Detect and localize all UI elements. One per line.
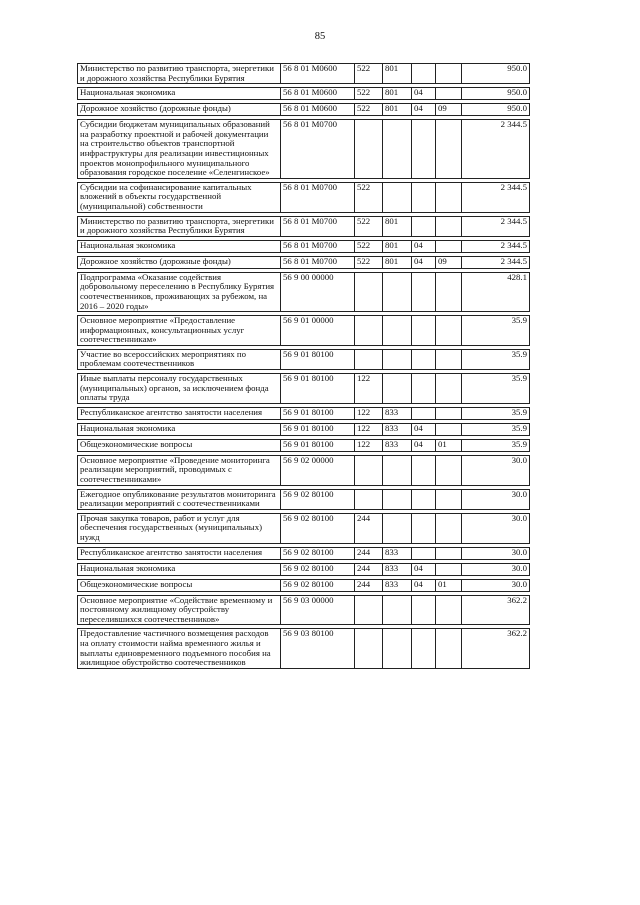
row-vr-cell [355, 595, 383, 625]
row-pr-cell: 09 [436, 256, 462, 268]
row-name-cell: Общеэкономические вопросы [78, 579, 281, 591]
row-name-cell: Национальная экономика [78, 88, 281, 100]
row-csr-cell: 56 9 01 80100 [281, 374, 355, 404]
row-name-cell: Прочая закупка товаров, работ и услуг для обеспечения государственных (муниципальных) нужд [78, 513, 281, 543]
row-rz-cell [412, 455, 436, 485]
row-csr-cell: 56 9 01 80100 [281, 349, 355, 369]
row-vr-cell: 122 [355, 374, 383, 404]
row-sum-cell: 35.9 [462, 349, 530, 369]
row-sum-cell: 30.0 [462, 579, 530, 591]
row-pr-cell [436, 240, 462, 252]
table-row [78, 407, 530, 419]
row-csr-cell: 56 8 01 M0600 [281, 88, 355, 100]
row-sum-cell: 950.0 [462, 64, 530, 84]
row-csr-cell: 56 9 03 80100 [281, 629, 355, 668]
row-csr-cell: 56 9 00 00000 [281, 272, 355, 311]
row-vr-cell: 522 [355, 104, 383, 116]
row-pr-cell [436, 563, 462, 575]
row-name-cell: Республиканское агентство занятости населения [78, 547, 281, 559]
row-name-cell: Ежегодное опубликование результатов мониторинга реализации мероприятий с соотечественниками [78, 489, 281, 509]
row-name-cell: Предоставление частичного возмещения расходов на оплату стоимости найма временного жилья и выплаты единовременного подъемного пособия на жилищное обустройство соотечественников [78, 629, 281, 668]
row-rz-cell [412, 216, 436, 236]
row-pr-cell [436, 423, 462, 435]
row-csr-cell: 56 9 02 80100 [281, 513, 355, 543]
row-sum-cell: 35.9 [462, 439, 530, 451]
table-row [78, 104, 530, 116]
row-name-cell: Национальная экономика [78, 563, 281, 575]
row-vr-cell: 522 [355, 182, 383, 212]
row-grbs-cell: 833 [383, 423, 412, 435]
row-rz-cell: 04 [412, 439, 436, 451]
row-name-cell: Общеэкономические вопросы [78, 439, 281, 451]
table-row [78, 216, 530, 236]
row-pr-cell [436, 489, 462, 509]
row-csr-cell: 56 9 02 80100 [281, 547, 355, 559]
row-pr-cell [436, 595, 462, 625]
table-row [78, 563, 530, 575]
table-row [78, 439, 530, 451]
row-rz-cell: 04 [412, 104, 436, 116]
row-vr-cell [355, 349, 383, 369]
row-sum-cell: 362.2 [462, 629, 530, 668]
row-rz-cell [412, 182, 436, 212]
row-rz-cell [412, 272, 436, 311]
row-name-cell: Национальная экономика [78, 423, 281, 435]
row-csr-cell: 56 8 01 M0700 [281, 240, 355, 252]
row-grbs-cell [383, 629, 412, 668]
row-name-cell: Основное мероприятие «Предоставление информационных, консультационных услуг соотечественникам» [78, 316, 281, 346]
table-row [78, 256, 530, 268]
row-rz-cell [412, 513, 436, 543]
row-rz-cell: 04 [412, 423, 436, 435]
row-rz-cell [412, 316, 436, 346]
row-vr-cell [355, 629, 383, 668]
row-grbs-cell [383, 455, 412, 485]
row-sum-cell: 35.9 [462, 423, 530, 435]
row-grbs-cell: 801 [383, 88, 412, 100]
row-pr-cell [436, 216, 462, 236]
row-sum-cell: 30.0 [462, 547, 530, 559]
row-pr-cell [436, 629, 462, 668]
row-grbs-cell [383, 272, 412, 311]
table-row [78, 120, 530, 179]
row-csr-cell: 56 8 01 M0700 [281, 120, 355, 179]
row-grbs-cell: 833 [383, 547, 412, 559]
row-sum-cell: 30.0 [462, 513, 530, 543]
table-row [78, 579, 530, 591]
row-grbs-cell [383, 182, 412, 212]
row-rz-cell [412, 629, 436, 668]
row-csr-cell: 56 9 01 80100 [281, 439, 355, 451]
table-row [78, 64, 530, 84]
row-name-cell: Иные выплаты персоналу государственных (муниципальных) органов, за исключением фонда оплаты труда [78, 374, 281, 404]
row-grbs-cell [383, 349, 412, 369]
row-csr-cell: 56 8 01 M0600 [281, 104, 355, 116]
table-row [78, 240, 530, 252]
row-vr-cell: 522 [355, 256, 383, 268]
row-grbs-cell [383, 120, 412, 179]
row-name-cell: Министерство по развитию транспорта, энергетики и дорожного хозяйства Республики Бурятия [78, 216, 281, 236]
row-vr-cell: 244 [355, 563, 383, 575]
row-pr-cell [436, 513, 462, 543]
row-rz-cell [412, 547, 436, 559]
row-grbs-cell: 801 [383, 216, 412, 236]
row-vr-cell [355, 120, 383, 179]
row-grbs-cell [383, 513, 412, 543]
page-number: 85 [314, 31, 326, 42]
row-rz-cell: 04 [412, 240, 436, 252]
row-rz-cell [412, 349, 436, 369]
row-sum-cell: 35.9 [462, 374, 530, 404]
row-rz-cell: 04 [412, 579, 436, 591]
row-rz-cell [412, 595, 436, 625]
row-pr-cell: 01 [436, 579, 462, 591]
row-grbs-cell: 833 [383, 439, 412, 451]
row-sum-cell: 30.0 [462, 455, 530, 485]
row-name-cell: Республиканское агентство занятости населения [78, 407, 281, 419]
table-row [78, 374, 530, 404]
table-row [78, 423, 530, 435]
row-name-cell: Основное мероприятие «Проведение мониторинга реализации мероприятий, проводимых с соотечественниками» [78, 455, 281, 485]
row-csr-cell: 56 9 03 00000 [281, 595, 355, 625]
row-csr-cell: 56 9 01 80100 [281, 407, 355, 419]
row-vr-cell [355, 489, 383, 509]
row-csr-cell: 56 9 02 80100 [281, 563, 355, 575]
row-sum-cell: 2 344.5 [462, 120, 530, 179]
table-row [78, 349, 530, 369]
table-row [78, 455, 530, 485]
row-csr-cell: 56 9 02 00000 [281, 455, 355, 485]
row-name-cell: Министерство по развитию транспорта, энергетики и дорожного хозяйства Республики Бурятия [78, 64, 281, 84]
row-csr-cell: 56 8 01 M0700 [281, 182, 355, 212]
row-grbs-cell: 833 [383, 579, 412, 591]
row-grbs-cell [383, 374, 412, 404]
row-csr-cell: 56 9 01 00000 [281, 316, 355, 346]
row-rz-cell: 04 [412, 88, 436, 100]
row-grbs-cell: 833 [383, 407, 412, 419]
row-csr-cell: 56 9 02 80100 [281, 579, 355, 591]
table-row [78, 629, 530, 668]
budget-table-body [78, 64, 530, 669]
table-row [78, 272, 530, 311]
row-grbs-cell: 801 [383, 64, 412, 84]
row-rz-cell [412, 374, 436, 404]
row-pr-cell [436, 120, 462, 179]
row-sum-cell: 950.0 [462, 104, 530, 116]
row-pr-cell [436, 88, 462, 100]
row-sum-cell: 950.0 [462, 88, 530, 100]
row-vr-cell: 122 [355, 439, 383, 451]
row-name-cell: Дорожное хозяйство (дорожные фонды) [78, 256, 281, 268]
row-vr-cell [355, 316, 383, 346]
row-grbs-cell [383, 489, 412, 509]
row-vr-cell [355, 455, 383, 485]
row-rz-cell: 04 [412, 256, 436, 268]
row-csr-cell: 56 8 01 M0600 [281, 64, 355, 84]
row-grbs-cell [383, 316, 412, 346]
row-pr-cell: 09 [436, 104, 462, 116]
row-pr-cell [436, 407, 462, 419]
row-grbs-cell: 801 [383, 104, 412, 116]
table-row [78, 182, 530, 212]
row-grbs-cell: 833 [383, 563, 412, 575]
row-name-cell: Подпрограмма «Оказание содействия добровольному переселению в Республику Бурятия соотечественников, проживающих за рубежом, на 2016 – 2020 годы» [78, 272, 281, 311]
row-pr-cell [436, 374, 462, 404]
table-row [78, 489, 530, 509]
row-csr-cell: 56 8 01 M0700 [281, 216, 355, 236]
row-grbs-cell [383, 595, 412, 625]
row-rz-cell [412, 489, 436, 509]
row-pr-cell [436, 182, 462, 212]
budget-table [77, 63, 530, 669]
row-name-cell: Дорожное хозяйство (дорожные фонды) [78, 104, 281, 116]
table-row [78, 547, 530, 559]
row-vr-cell: 122 [355, 407, 383, 419]
row-vr-cell: 244 [355, 547, 383, 559]
row-sum-cell: 428.1 [462, 272, 530, 311]
row-vr-cell: 522 [355, 64, 383, 84]
table-row [78, 316, 530, 346]
row-sum-cell: 2 344.5 [462, 182, 530, 212]
row-sum-cell: 2 344.5 [462, 240, 530, 252]
row-name-cell: Национальная экономика [78, 240, 281, 252]
row-sum-cell: 362.2 [462, 595, 530, 625]
row-pr-cell [436, 272, 462, 311]
row-vr-cell [355, 272, 383, 311]
row-pr-cell [436, 455, 462, 485]
row-name-cell: Основное мероприятие «Содействие временному и постоянному жилищному обустройству переселившихся соотечественников» [78, 595, 281, 625]
row-vr-cell: 244 [355, 579, 383, 591]
row-name-cell: Субсидии бюджетам муниципальных образований на разработку проектной и рабочей документации на строительство объектов транспортной инфраструктуры для реализации инвестиционных проектов монопрофильного муниципального образования городское поселение «Селенгинское» [78, 120, 281, 179]
row-pr-cell [436, 64, 462, 84]
row-pr-cell: 01 [436, 439, 462, 451]
row-pr-cell [436, 349, 462, 369]
row-grbs-cell: 801 [383, 240, 412, 252]
row-vr-cell: 522 [355, 88, 383, 100]
row-sum-cell: 30.0 [462, 563, 530, 575]
row-pr-cell [436, 316, 462, 346]
row-name-cell: Участие во всероссийских мероприятиях по проблемам соотечественников [78, 349, 281, 369]
table-row [78, 595, 530, 625]
row-csr-cell: 56 9 02 80100 [281, 489, 355, 509]
row-rz-cell [412, 120, 436, 179]
row-pr-cell [436, 547, 462, 559]
row-sum-cell: 2 344.5 [462, 256, 530, 268]
row-name-cell: Субсидии на софинансирование капитальных вложений в объекты государственной (муниципальной) собственности [78, 182, 281, 212]
row-vr-cell: 522 [355, 240, 383, 252]
row-vr-cell: 244 [355, 513, 383, 543]
row-grbs-cell: 801 [383, 256, 412, 268]
row-sum-cell: 35.9 [462, 316, 530, 346]
table-row [78, 513, 530, 543]
table-row [78, 88, 530, 100]
row-rz-cell [412, 64, 436, 84]
row-rz-cell [412, 407, 436, 419]
row-csr-cell: 56 8 01 M0700 [281, 256, 355, 268]
row-vr-cell: 122 [355, 423, 383, 435]
row-sum-cell: 35.9 [462, 407, 530, 419]
row-rz-cell: 04 [412, 563, 436, 575]
row-vr-cell: 522 [355, 216, 383, 236]
row-csr-cell: 56 9 01 80100 [281, 423, 355, 435]
row-sum-cell: 30.0 [462, 489, 530, 509]
row-sum-cell: 2 344.5 [462, 216, 530, 236]
